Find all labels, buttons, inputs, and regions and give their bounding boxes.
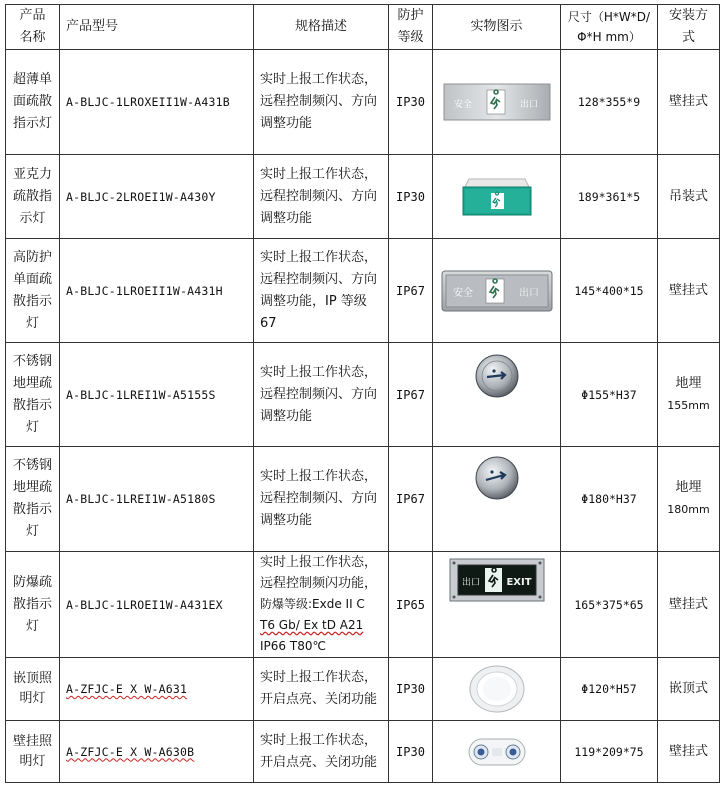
product-photo (433, 721, 561, 783)
header-photo: 实物图示 (433, 5, 561, 50)
product-size: 189*361*5 (561, 155, 658, 239)
header-name: 产品 名称 (6, 5, 60, 50)
mount-type: 壁挂式 (658, 239, 720, 343)
mount-type: 壁挂式 (658, 721, 720, 783)
product-size: Φ155*H37 (561, 343, 658, 447)
product-model: A-BLJC-1LROEII1W-A431H (60, 239, 254, 343)
protection-level: IP30 (389, 721, 433, 783)
product-size: 119*209*75 (561, 721, 658, 783)
mount-type-main: 地埋 (675, 375, 702, 391)
explosion-proof-exit-sign-image (449, 558, 545, 602)
product-name: 不锈钢地埋疏散指示灯 (6, 343, 60, 447)
product-model: A-BLJC-1LROXEII1W-A431B (60, 50, 254, 155)
protection-level: IP30 (389, 50, 433, 155)
spec-line: IP66 T80℃ (260, 639, 326, 653)
product-photo (433, 447, 561, 552)
wall-light-image (465, 733, 529, 771)
protection-level: IP65 (389, 552, 433, 658)
mount-type: 壁挂式 (658, 552, 720, 658)
header-protection: 防护 等级 (389, 5, 433, 50)
product-size: 165*375*65 (561, 552, 658, 658)
product-model: A-ZFJC-E X W-A631 (60, 658, 254, 721)
svg-text:安全: 安全 (452, 287, 473, 299)
high-protection-exit-sign-image (441, 269, 553, 313)
spec-line: 实时上报工作状态， (260, 555, 378, 570)
exit-sign-slim-image (443, 82, 551, 122)
product-photo (433, 50, 561, 155)
product-model: A-ZFJC-E X W-A630B (60, 721, 254, 783)
header-model: 产品型号 (60, 5, 254, 50)
protection-level: IP30 (389, 658, 433, 721)
product-model: A-BLJC-1LREI1W-A5155S (60, 343, 254, 447)
protection-level: IP30 (389, 155, 433, 239)
spec-line: T6 Gb/ Ex tD A21 (260, 618, 364, 632)
product-name: 防爆疏散指示灯 (6, 552, 60, 658)
table-row (6, 721, 720, 783)
product-table (5, 4, 720, 783)
product-name: 不锈钢地埋疏散指示灯 (6, 447, 60, 552)
product-photo (433, 658, 561, 721)
mount-type: 吊装式 (658, 155, 720, 239)
mount-type-sub: 180mm (667, 503, 710, 516)
protection-level: IP67 (389, 343, 433, 447)
table-row (6, 239, 720, 343)
product-spec: 实时上报工作状态，开启点亮、关闭功能 (254, 721, 389, 783)
floor-light-180-image (474, 455, 520, 501)
spec-line: 防爆等级:Exde II C (260, 597, 365, 611)
product-size: Φ180*H37 (561, 447, 658, 552)
mount-type: 嵌顶式 (658, 658, 720, 721)
header-size: 尺寸（H*W*D/ Φ*H mm） (561, 5, 658, 50)
product-photo (433, 552, 561, 658)
product-spec: 实时上报工作状态，远程控制频闪、方向调整功能 (254, 155, 389, 239)
svg-text:EXIT: EXIT (505, 577, 532, 588)
svg-text:出口: 出口 (518, 287, 539, 299)
product-name: 高防护单面疏散指示灯 (6, 239, 60, 343)
table-row (6, 50, 720, 155)
spec-line: 远程控制频闪功能， (260, 576, 378, 591)
header-mount: 安装方 式 (658, 5, 720, 50)
product-spec: 实时上报工作状态，远程控制频闪、方向调整功能 (254, 343, 389, 447)
product-model: A-BLJC-1LROEI1W-A431EX (60, 552, 254, 658)
svg-text:出口: 出口 (519, 100, 538, 110)
mount-type: 壁挂式 (658, 50, 720, 155)
product-photo (433, 239, 561, 343)
svg-text:安全: 安全 (453, 100, 472, 110)
table-row (6, 155, 720, 239)
protection-level: IP67 (389, 447, 433, 552)
product-name: 亚克力疏散指示灯 (6, 155, 60, 239)
mount-type (658, 447, 720, 552)
svg-text:出口: 出口 (461, 578, 480, 588)
table-row (6, 552, 720, 658)
protection-level: IP67 (389, 239, 433, 343)
product-spec (254, 552, 389, 658)
product-spec: 实时上报工作状态，开启点亮、关闭功能 (254, 658, 389, 721)
mount-type (658, 343, 720, 447)
product-size: 128*355*9 (561, 50, 658, 155)
table-row (6, 343, 720, 447)
product-photo (433, 155, 561, 239)
ceiling-light-image (468, 664, 526, 714)
mount-type-sub: 155mm (667, 398, 710, 412)
product-name: 壁挂照明灯 (6, 721, 60, 783)
product-name: 超薄单面疏散指示灯 (6, 50, 60, 155)
product-spec: 实时上报工作状态，远程控制频闪、方向调整功能 (254, 50, 389, 155)
mount-type-main: 地埋 (675, 480, 702, 495)
product-size: Φ120*H57 (561, 658, 658, 721)
acrylic-exit-sign-image (455, 173, 539, 221)
table-row (6, 447, 720, 552)
product-name: 嵌顶照明灯 (6, 658, 60, 721)
product-photo (433, 343, 561, 447)
product-model: A-BLJC-1LREI1W-A5180S (60, 447, 254, 552)
header-row (6, 5, 720, 50)
table-row (6, 658, 720, 721)
header-spec: 规格描述 (254, 5, 389, 50)
product-spec: 实时上报工作状态，远程控制频闪、方向调整功能 (254, 447, 389, 552)
floor-light-155-image (474, 353, 520, 399)
product-model: A-BLJC-2LROEI1W-A430Y (60, 155, 254, 239)
product-spec: 实时上报工作状态，远程控制频闪、方向调整功能，IP 等级 67 (254, 239, 389, 343)
product-size: 145*400*15 (561, 239, 658, 343)
